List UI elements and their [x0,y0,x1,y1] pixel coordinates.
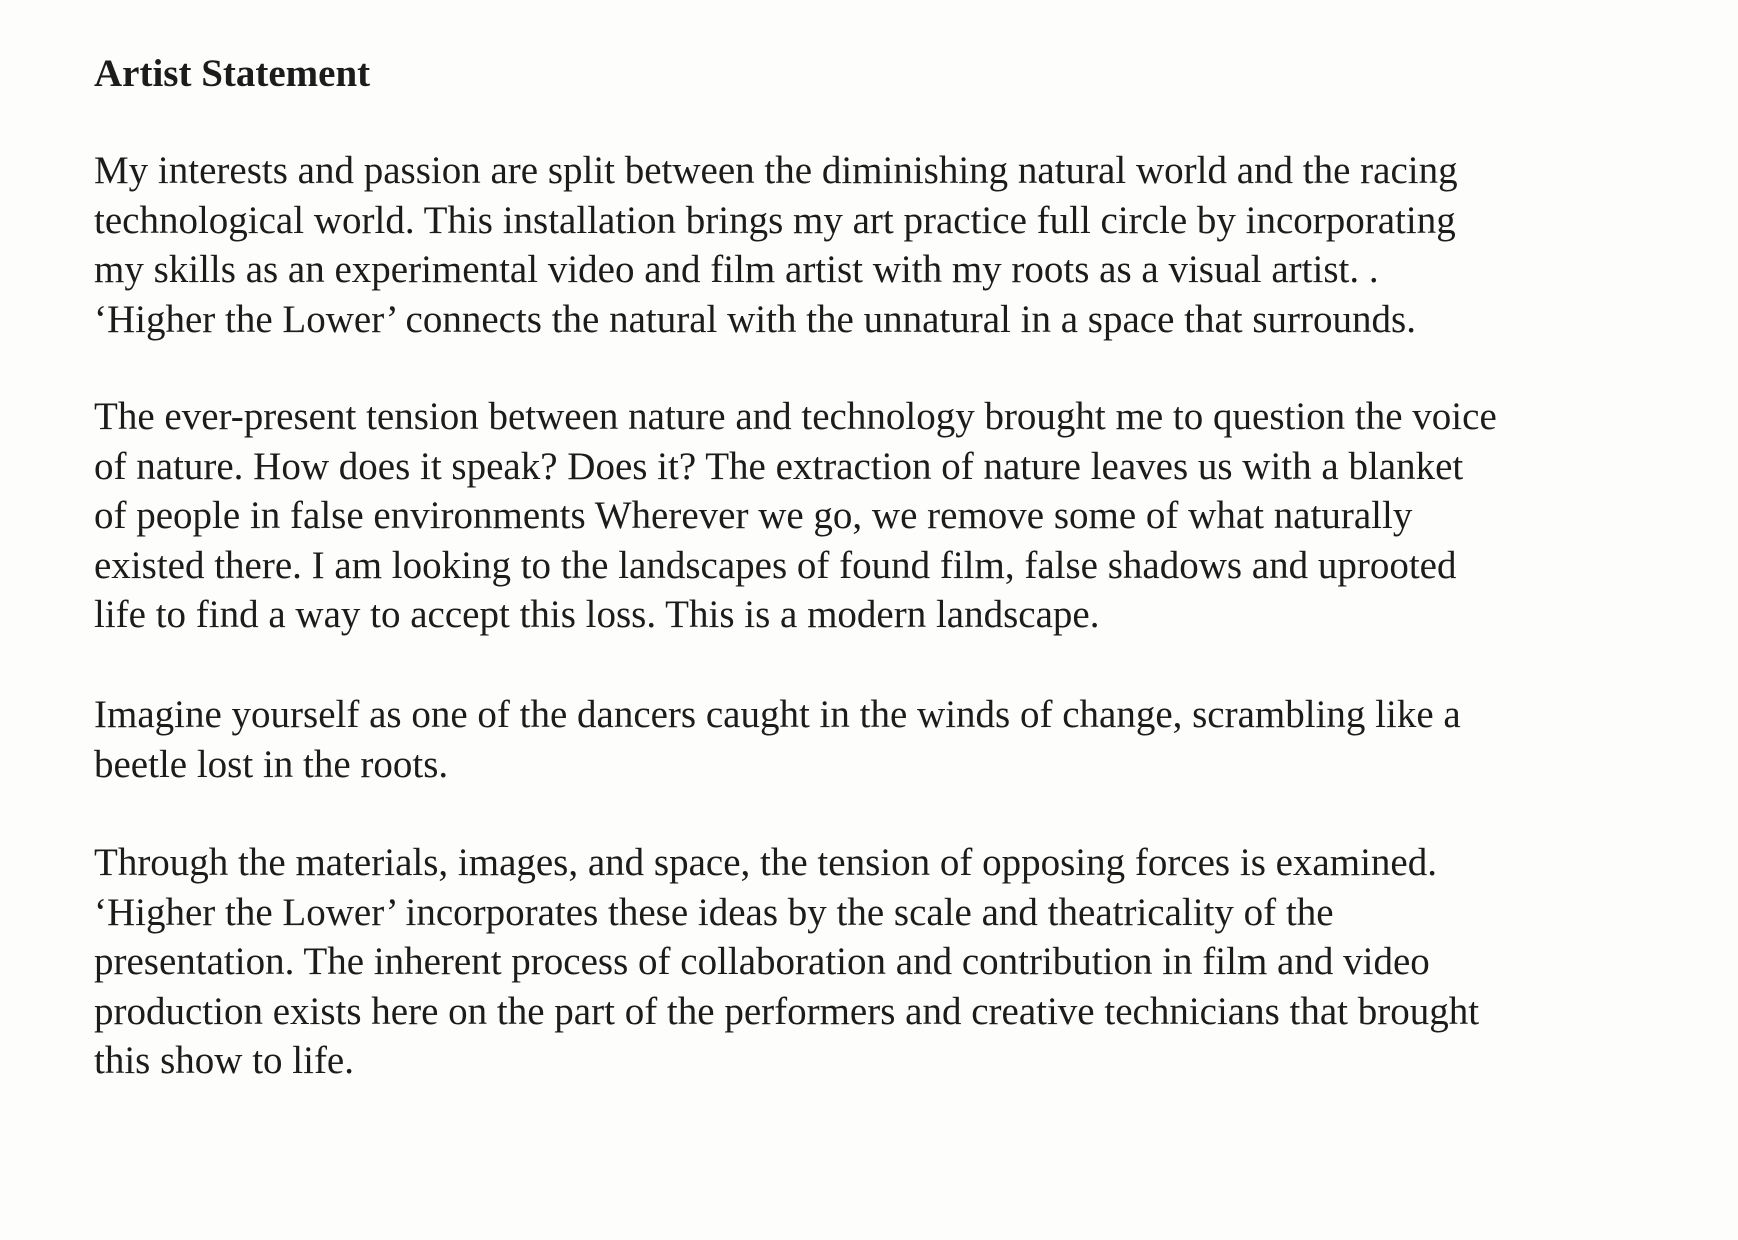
text-line: life to find a way to accept this loss. This is a modern landscape. [94,593,1100,636]
text-line: my skills as an experimental video and film artist with my roots as a visual artist. . [94,248,1379,291]
text-line: The ever-present tension between nature and technology brought me to question the voice [94,395,1497,438]
paragraph-materials [94,838,1479,1086]
text-line: of people in false environments Wherever we go, we remove some of what naturally [94,494,1413,537]
text-line: presentation. The inherent process of collaboration and contribution in film and video [94,940,1430,983]
text-line: this show to life. [94,1039,354,1082]
text-line: Through the materials, images, and space, the tension of opposing forces is examined. [94,841,1437,884]
document-title: Artist Statement [94,52,371,95]
text-line: beetle lost in the roots. [94,742,449,786]
text-line: technological world. This installation brings my art practice full circle by incorporating [94,198,1456,242]
text-line: ‘Higher the Lower’ incorporates these ideas by the scale and theatricality of the [94,890,1334,934]
text-line: production exists here on the part of the performers and creative technicians that brought [94,989,1480,1033]
text-line: existed there. I am looking to the landscapes of found film, false shadows and uprooted [94,543,1457,587]
paragraph-intro [94,146,1458,344]
text-line: of nature. How does it speak? Does it? The extraction of nature leaves us with a blanket [94,444,1464,488]
text-line: Imagine yourself as one of the dancers caught in the winds of change, scrambling like a [94,693,1461,736]
paragraph-imagine [94,690,1461,789]
text-line: ‘Higher the Lower’ connects the natural with the unnatural in a space that surrounds. [94,297,1416,341]
paragraph-tension [94,392,1497,640]
text-line: My interests and passion are split between the diminishing natural world and the racing [94,149,1458,192]
